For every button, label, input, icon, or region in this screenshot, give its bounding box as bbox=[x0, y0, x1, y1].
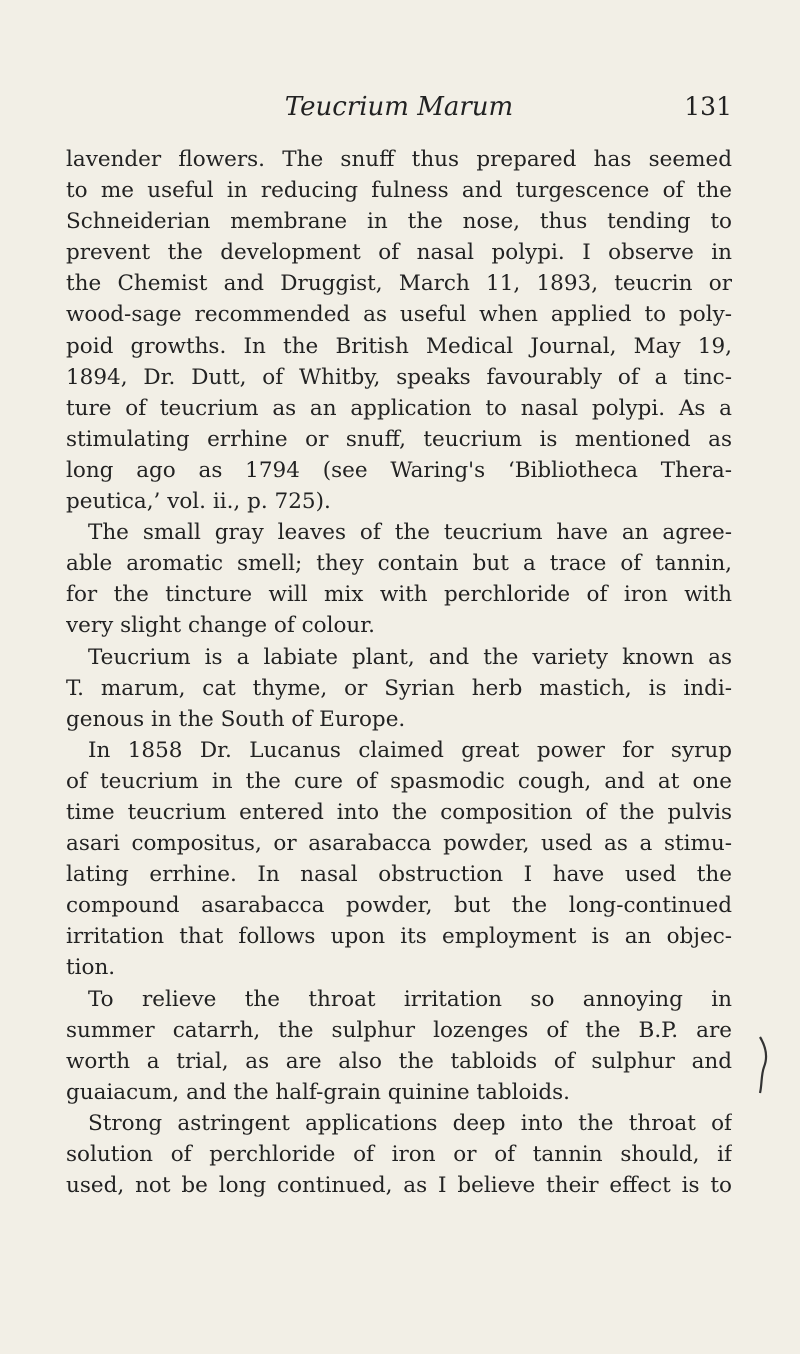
text-line: wood-sage recommended as useful when applied to poly- bbox=[66, 302, 732, 328]
margin-bracket-mark bbox=[757, 1035, 771, 1095]
text-line: stimulating errhine or snuff, teucrium is mentioned as bbox=[66, 426, 732, 452]
page-header bbox=[66, 92, 732, 132]
text-line: T. marum, cat thyme, or Syrian herb mastich, is indi- bbox=[66, 675, 732, 701]
text-line: used, not be long continued, as I believe their effect is to bbox=[66, 1173, 732, 1199]
text-line: solution of perchloride of iron or of tannin should, if bbox=[66, 1142, 732, 1167]
text-line: Strong astringent applications deep into the throat of bbox=[88, 1110, 732, 1136]
text-line: to me useful in reducing fulness and turgescence of the bbox=[66, 178, 732, 204]
book-page bbox=[66, 92, 732, 1201]
page-number: 131 bbox=[684, 92, 732, 121]
text-line: very slight change of colour. bbox=[66, 613, 376, 639]
text-line: lating errhine. In nasal obstruction I have used the bbox=[66, 862, 732, 888]
text-line: irritation that follows upon its employment is an objec- bbox=[66, 924, 732, 950]
text-line: for the tincture will mix with perchloride of iron with bbox=[66, 582, 732, 608]
text-line: time teucrium entered into the composition of the pulvis bbox=[66, 799, 732, 825]
running-title: Teucrium Marum bbox=[284, 92, 514, 122]
text-line: prevent the development of nasal polypi. I observe in bbox=[66, 240, 732, 266]
text-line: The small gray leaves of the teucrium have an agree- bbox=[88, 520, 732, 546]
text-line: 1894, Dr. Dutt, of Whitby, speaks favourably of a tinc- bbox=[66, 364, 732, 390]
text-line: In 1858 Dr. Lucanus claimed great power for syrup bbox=[88, 737, 732, 763]
text-line: compound asarabacca powder, but the long-continued bbox=[66, 893, 732, 919]
text-line: tion. bbox=[66, 955, 116, 981]
text-line: able aromatic smell; they contain but a trace of tannin, bbox=[66, 551, 732, 577]
text-line: peutica,’ vol. ii., p. 725). bbox=[66, 489, 331, 515]
text-line: genous in the South of Europe. bbox=[66, 706, 406, 732]
body-text bbox=[66, 144, 732, 1201]
text-line: Schneiderian membrane in the nose, thus tending to bbox=[66, 209, 732, 235]
text-line: ture of teucrium as an application to nasal polypi. As a bbox=[66, 395, 732, 421]
text-line: long ago as 1794 (see Waring's ‘Bibliotheca Thera- bbox=[66, 457, 732, 483]
text-line: lavender flowers. The snuff thus prepared has seemed bbox=[66, 147, 732, 172]
text-line: To relieve the throat irritation so annoying in bbox=[88, 986, 732, 1012]
text-line: of teucrium in the cure of spasmodic cough, and at one bbox=[66, 768, 732, 794]
text-line: poid growths. In the British Medical Journal, May 19, bbox=[66, 333, 732, 359]
text-line: asari compositus, or asarabacca powder, used as a stimu- bbox=[66, 831, 732, 857]
text-line: Teucrium is a labiate plant, and the variety known as bbox=[88, 644, 732, 670]
text-line: the Chemist and Druggist, March 11, 1893, teucrin or bbox=[66, 271, 732, 297]
text-line: summer catarrh, the sulphur lozenges of the B.P. are bbox=[66, 1017, 732, 1043]
text-line: guaiacum, and the half-grain quinine tabloids. bbox=[66, 1079, 570, 1105]
text-line: worth a trial, as are also the tabloids of sulphur and bbox=[66, 1048, 732, 1074]
